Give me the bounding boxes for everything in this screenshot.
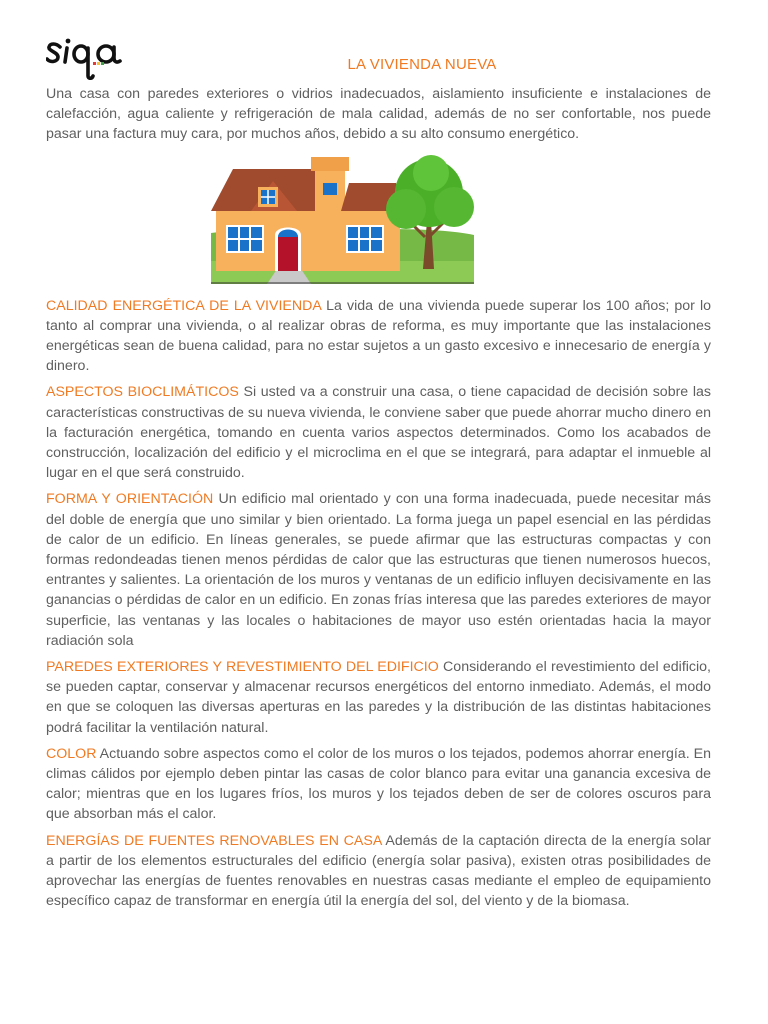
intro-paragraph: Una casa con paredes exteriores o vidrios inadecuados, aislamiento insuficiente e instalaciones de calefacción, agua caliente y refrigeración de mala calidad, además de no ser confortable, nos puede pasar una factura muy cara, por muchos años, debido a su alto consumo energético. [46, 86, 711, 143]
section-paragraph [46, 296, 711, 377]
section-heading: FORMA Y ORIENTACIÓN [46, 491, 214, 508]
section-text: Considerando el revestimiento del edificio, se pueden captar, conservar y almacenar recursos energéticos del entorno inmediato. Además, el modo en que se coloquen las diversas aperturas en las paredes y la distribución de las distintas habitaciones podrá facilitar la ventilación natural. [46, 659, 711, 736]
section-paragraph [46, 382, 711, 483]
section-heading: CALIDAD ENERGÉTICA DE LA VIVIENDA [46, 297, 322, 314]
section-heading: COLOR [46, 745, 97, 762]
section-paragraph [46, 657, 711, 738]
section-heading: ENERGÍAS DE FUENTES RENOVABLES EN CASA [46, 832, 382, 849]
house-illustration [211, 151, 474, 284]
document-body [46, 84, 711, 918]
section-paragraph [46, 744, 711, 825]
section-paragraph [46, 831, 711, 912]
section-paragraph [46, 489, 711, 651]
section-text: Además de la captación directa de la energía solar a partir de los elementos estructurales del edificio (energía solar pasiva), existen otras posibilidades de aprovechar las energías de fuentes renovables en nuestras casas mediante el empleo de equipamiento específico capaz de transformar en energía útil la energía del sol, del viento y de la biomasa. [46, 832, 711, 910]
section-heading: ASPECTOS BIOCLIMÁTICOS [46, 384, 239, 401]
section-text: Actuando sobre aspectos como el color de los muros o los tejados, podemos ahorrar energía. En climas cálidos por ejemplo deben pintar las casas de color blanco para evitar una ganancia excesiva de calor; mientras que en los lugares fríos, los muros y los tejados deben de ser de colores oscuros para que absorban más el calor. [46, 745, 711, 823]
section-text: La vida de una vivienda puede superar los 100 años; por lo tanto al comprar una vivienda, o al realizar obras de reforma, es muy importante que las instalaciones energéticas sean de buena calidad, para no estar sujetos a un gasto excesivo e innecesario de energía y dinero. [46, 297, 711, 375]
section-text: Si usted va a construir una casa, o tiene capacidad de decisión sobre las características constructivas de su nueva vivienda, le conviene saber que puede ahorrar mucho dinero en la facturación energética, tomando en cuenta varios aspectos determinados. Como los acabados de construcción, localización del edificio y el microclima en el que se integrará, para adaptar el inmueble al lugar en el que será construido. [46, 384, 711, 482]
page-title: LA VIVIENDA NUEVA [347, 56, 497, 73]
section-text: Un edificio mal orientado y con una forma inadecuada, puede necesitar más del doble de energía que uno similar y bien orientado. La forma juega un papel esencial en las pérdidas de calor de un edificio. En líneas generales, se puede afirmar que las estructuras compactas y con formas redondeadas tienen menos pérdidas de calor que las estructuras que tienen numerosos huecos, entrantes y salientes. La orientación de los muros y ventanas de un edificio influyen decisivamente en las ganancias o pérdidas de calor en un edificio. En zonas frías interesa que las paredes exteriores de mayor superficie, las ventanas y las locales o habitaciones de mayor uso estén orientadas hacia la mayor radiación sola [46, 491, 711, 649]
section-heading: PAREDES EXTERIORES Y REVESTIMIENTO DEL EDIFICIO [46, 659, 439, 676]
